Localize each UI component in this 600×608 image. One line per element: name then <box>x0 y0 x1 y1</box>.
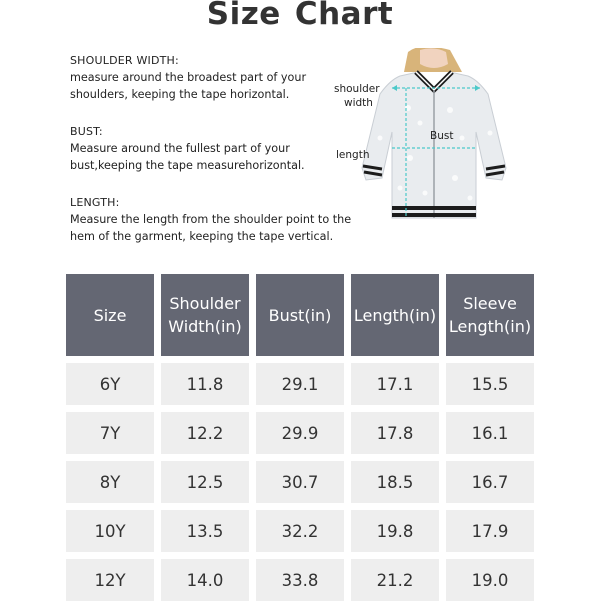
length-label: length <box>336 149 370 161</box>
cell-length: 19.8 <box>351 510 439 552</box>
cell-length: 17.8 <box>351 412 439 454</box>
label-line: shoulder <box>334 83 380 95</box>
cell-length: 21.2 <box>351 559 439 601</box>
page-title <box>0 0 600 32</box>
bust-instruction <box>70 123 360 174</box>
cell-sleeve: 17.9 <box>446 510 534 552</box>
instruction-line: Measure the length from the shoulder point to the <box>70 213 352 226</box>
cell-bust: 30.7 <box>256 461 344 503</box>
cell-shoulder: 13.5 <box>161 510 249 552</box>
size-table <box>59 267 541 608</box>
cell-length: 18.5 <box>351 461 439 503</box>
hem-stripe <box>392 213 476 217</box>
cell-bust: 33.8 <box>256 559 344 601</box>
instruction-line: shoulders, keeping the tape horizontal. <box>70 88 290 101</box>
cell-size: 8Y <box>66 461 154 503</box>
cell-shoulder: 12.5 <box>161 461 249 503</box>
header-length: Length(in) <box>351 274 439 356</box>
cell-sleeve: 15.5 <box>446 363 534 405</box>
instruction-line: hem of the garment, keeping the tape vertical. <box>70 230 334 243</box>
face-shape <box>420 48 448 68</box>
cell-shoulder: 11.8 <box>161 363 249 405</box>
instruction-line: bust,keeping the tape measurehorizontal. <box>70 159 305 172</box>
instruction-line: Measure around the fullest part of your <box>70 142 290 155</box>
instruction-heading: LENGTH: <box>70 196 120 209</box>
table-row <box>66 363 534 405</box>
cell-bust: 29.1 <box>256 363 344 405</box>
bust-label: Bust <box>430 130 454 142</box>
title-word-chart: Chart <box>294 0 394 32</box>
length-instruction <box>70 194 360 245</box>
header-size: Size <box>66 274 154 356</box>
cell-size: 6Y <box>66 363 154 405</box>
hem-stripe <box>392 206 476 210</box>
shoulder-width-instruction <box>70 52 360 103</box>
cell-size: 12Y <box>66 559 154 601</box>
table-row <box>66 461 534 503</box>
cell-bust: 32.2 <box>256 510 344 552</box>
cell-length: 17.1 <box>351 363 439 405</box>
table-row <box>66 559 534 601</box>
jacket-illustration <box>330 48 540 238</box>
table-row <box>66 412 534 454</box>
cell-sleeve: 19.0 <box>446 559 534 601</box>
table-row <box>66 510 534 552</box>
instruction-heading: BUST: <box>70 125 103 138</box>
instruction-line: measure around the broadest part of your <box>70 71 307 84</box>
header-shoulder-width: Shoulder Width(in) <box>161 274 249 356</box>
instruction-heading: SHOULDER WIDTH: <box>70 54 179 67</box>
cell-size: 7Y <box>66 412 154 454</box>
cell-bust: 29.9 <box>256 412 344 454</box>
label-line: width <box>344 97 373 109</box>
header-bust: Bust(in) <box>256 274 344 356</box>
jacket-measurement-figure <box>330 48 540 238</box>
cell-sleeve: 16.7 <box>446 461 534 503</box>
cell-size: 10Y <box>66 510 154 552</box>
table-header-row <box>66 274 534 356</box>
cell-sleeve: 16.1 <box>446 412 534 454</box>
title-word-size: Size <box>206 0 281 32</box>
cell-shoulder: 12.2 <box>161 412 249 454</box>
shoulder-width-label <box>334 82 380 110</box>
cell-shoulder: 14.0 <box>161 559 249 601</box>
header-sleeve-length: Sleeve Length(in) <box>446 274 534 356</box>
